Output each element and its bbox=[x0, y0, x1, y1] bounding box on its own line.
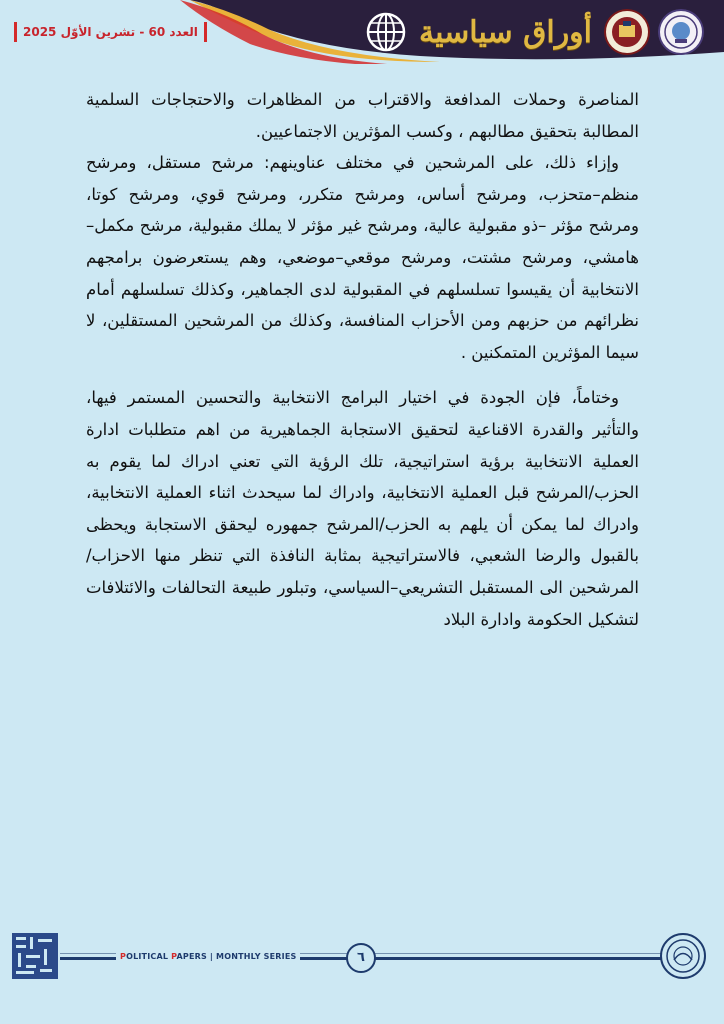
series-word-2: APERS bbox=[176, 952, 207, 961]
paragraph-2: وإزاء ذلك، على المرشحين في مختلف عناوينهم: مرشح مستقل، ومرشح منظم–متحزب، ومرشح أساس، ومرشح متكرر، ومرشح قوي، ومرشح كوتا، ومرشح مؤثر –ذو مقبولية عالية، ومرشح غير مؤثر لا يملك مقبولية، مرشح مكمل–هامشي، ومرشح مشتت، ومرشح موقعي–موضعي، وهم يستعرضون برامجهم الانتخابية أن يقيسوا تسلسلهم في المقبولية لدى الجماهير، وكذلك تسلسلهم أمام نظرائهم من حزبهم ومن الأحزاب المنافسة، وكذلك من المرشحين المستقلين، لا سيما المؤثرين المتمكنين . bbox=[86, 153, 639, 362]
page-number: ٦ bbox=[346, 943, 376, 973]
page-header bbox=[0, 0, 724, 64]
paragraph-1: المناصرة وحملات المدافعة والاقتراب من المظاهرات والاحتجاجات السلمية المطالبة بتحقيق مطالبهم ، وكسب المؤثرين الاجتماعيين. bbox=[86, 90, 639, 141]
paragraph-3: وختاماً، فإن الجودة في اختيار البرامج الانتخابية والتحسين المستمر فيها، والتأثير والقدرة الاقناعية لتحقيق الاستجابة الجماهيرية من اهم متطلبات ادارة العملية الانتخابية برؤية استراتيجية، تلك الرؤية التي تعني ادراك لما يقوم به الحزب/المرشح قبل العملية الانتخابية، وادراك لما سيحدث اثناء العملية الانتخابية، وادراك لما يمكن أن يلهم به الحزب/المرشح جمهوره ليحقق الاستجابة ويحظى بالقبول والرضا الشعبي، فالاستراتيجية بمثابة النافذة التي تنظر منها الاحزاب/المرشحين الى المستقبل التشريعي–السياسي، وتبلور طبيعة التحالفات والائتلافات لتشكيل الحكومة وادارة البلاد bbox=[86, 388, 639, 629]
series-letter-p1: P bbox=[120, 952, 127, 961]
footer-seal-icon bbox=[660, 933, 706, 979]
series-label bbox=[116, 950, 300, 964]
series-letter-p2: P bbox=[171, 952, 177, 961]
qr-logo-icon bbox=[12, 933, 58, 979]
series-word-1: OLITICAL bbox=[126, 952, 172, 961]
globe-icon bbox=[365, 11, 407, 53]
series-word-3: | MONTHLY SERIES bbox=[206, 952, 297, 961]
page-footer bbox=[0, 925, 724, 995]
journal-title: أوراق سياسية bbox=[419, 14, 592, 50]
article-body bbox=[86, 84, 639, 635]
header-logos bbox=[365, 6, 704, 58]
university-emblem bbox=[604, 9, 650, 55]
center-emblem bbox=[658, 9, 704, 55]
issue-label: العدد 60 - تشرين الأوّل 2025 bbox=[14, 22, 207, 42]
